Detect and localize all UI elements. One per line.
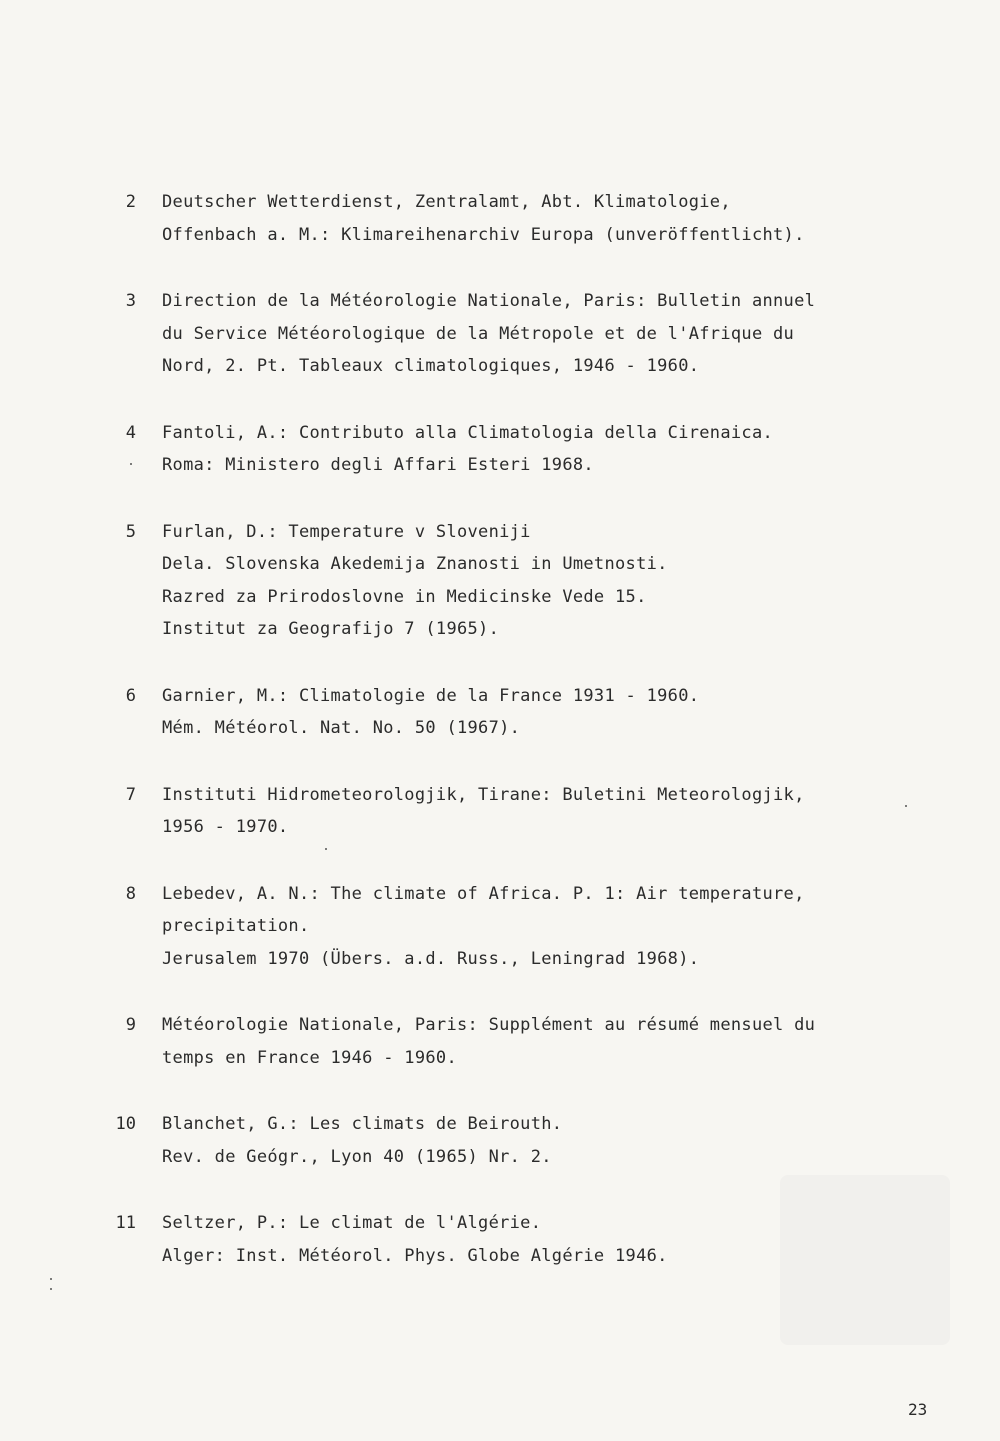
page-number: 23 [908,1400,928,1419]
reference-item [0,285,1000,383]
reference-text [162,1108,892,1173]
reference-line: Direction de la Météorologie Nationale, Paris: Bulletin annuel [162,291,816,311]
reference-number: 5 [125,521,136,542]
reference-list [0,186,1000,1306]
reference-text [162,878,892,976]
reference-line: 1956 - 1970. [162,817,289,837]
reference-number: 9 [125,1015,136,1035]
reference-text [162,516,892,646]
reference-item [0,680,1000,745]
reference-line: Institut za Geografijo 7 (1965). [162,619,500,639]
scan-speck [905,805,907,807]
scan-speck [325,848,327,850]
reference-line: Instituti Hidrometeorologjik, Tirane: Buletini Meteorologjik, [162,784,805,805]
reference-text [162,186,892,251]
reference-item [0,1207,1000,1272]
reference-line: Furlan, D.: Temperature v Sloveniji [162,521,531,542]
reference-line: Fantoli, A.: Contributo alla Climatologia della Cirenaica. [162,422,774,443]
reference-line: precipitation. [162,916,310,936]
reference-item [0,1009,1000,1074]
reference-item [0,186,1000,251]
reference-line: Mém. Météorol. Nat. No. 50 (1967). [162,718,521,738]
reference-number: 10 [115,1114,136,1134]
scan-speck [50,1288,52,1290]
reference-line: Lebedev, A. N.: The climate of Africa. P. 1: Air temperature, [162,883,805,904]
reference-line: Météorologie Nationale, Paris: Supplément au résumé mensuel du [162,1015,816,1035]
reference-line: Roma: Ministero degli Affari Esteri 1968. [162,455,594,475]
reference-line: du Service Météorologique de la Métropole et de l'Afrique du [162,323,795,344]
scan-speck [50,1278,52,1280]
reference-text [162,779,892,844]
reference-line: Seltzer, P.: Le climat de l'Algérie. [162,1213,542,1233]
reference-item [0,516,1000,646]
reference-text [162,417,892,482]
reference-text [162,1009,892,1074]
reference-line: Razred za Prirodoslovne in Medicinske Vede 15. [162,586,647,607]
reference-line: Garnier, M.: Climatologie de la France 1931 - 1960. [162,685,700,706]
reference-line: Blanchet, G.: Les climats de Beirouth. [162,1114,563,1134]
reference-number: 8 [125,883,136,904]
scan-speck [130,463,132,465]
reference-line: temps en France 1946 - 1960. [162,1047,457,1068]
reference-number: 2 [125,192,136,212]
reference-line: Offenbach a. M.: Klimareihenarchiv Europa (unveröffentlicht). [162,224,805,245]
reference-number: 4 [125,422,136,443]
reference-text [162,680,892,745]
reference-number: 3 [125,291,136,311]
reference-number: 7 [125,784,136,805]
reference-line: Jerusalem 1970 (Übers. a.d. Russ., Leningrad 1968). [162,948,700,969]
reference-text [162,285,892,383]
reference-line: Deutscher Wetterdienst, Zentralamt, Abt. Klimatologie, [162,192,731,212]
reference-item [0,878,1000,976]
reference-line: Rev. de Geógr., Lyon 40 (1965) Nr. 2. [162,1146,552,1167]
reference-line: Nord, 2. Pt. Tableaux climatologiques, 1946 - 1960. [162,356,700,376]
reference-item [0,779,1000,844]
reference-item [0,1108,1000,1173]
reference-number: 11 [115,1213,136,1233]
reference-text [162,1207,892,1272]
reference-line: Dela. Slovenska Akedemija Znanosti in Umetnosti. [162,554,668,574]
reference-item [0,417,1000,482]
reference-number: 6 [125,685,136,706]
reference-line: Alger: Inst. Météorol. Phys. Globe Algérie 1946. [162,1245,668,1266]
